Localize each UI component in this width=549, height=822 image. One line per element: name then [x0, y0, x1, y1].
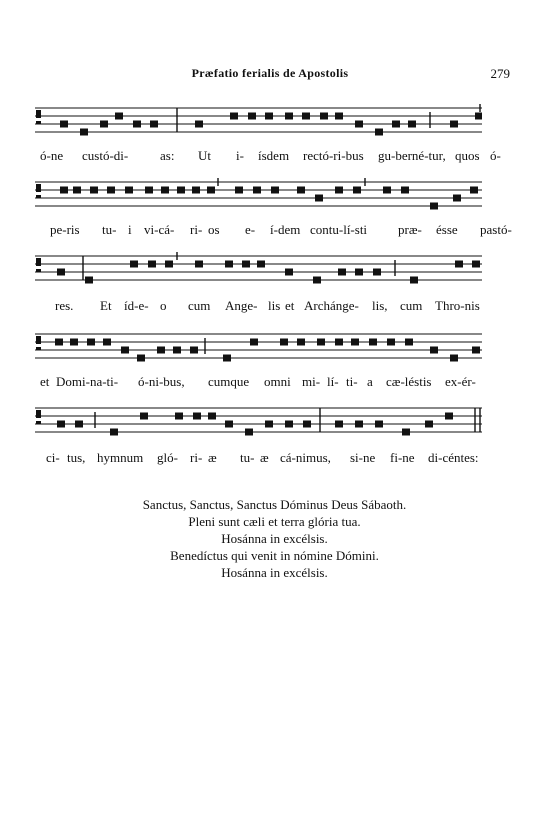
neume	[175, 413, 183, 420]
neume	[405, 339, 413, 346]
lyrics-line	[40, 450, 490, 468]
neume	[90, 187, 98, 194]
lyric-syllable: custó-di-	[82, 148, 129, 163]
neume	[192, 187, 200, 194]
lyric-syllable: vi-cá-	[144, 222, 175, 237]
neume	[450, 355, 458, 362]
neume	[145, 187, 153, 194]
text-line: Hosánna in excélsis.	[221, 531, 328, 546]
neume	[355, 421, 363, 428]
lyric-syllable: ri-	[190, 222, 203, 237]
page-number: 279	[490, 66, 510, 81]
clef-gap	[36, 192, 43, 195]
clef-gap	[36, 418, 43, 421]
neume	[302, 113, 310, 120]
lyric-syllable: et	[285, 298, 295, 313]
lyric-syllable: hymnum	[97, 450, 144, 465]
neume	[60, 187, 68, 194]
neume	[125, 187, 133, 194]
clef-gap	[36, 118, 43, 121]
neume	[133, 121, 141, 128]
lyric-syllable: pe-ris	[50, 222, 80, 237]
neume	[369, 339, 377, 346]
neume	[100, 121, 108, 128]
neume	[253, 187, 261, 194]
neume	[392, 121, 400, 128]
lyric-syllable: ísdem	[258, 148, 290, 163]
neume	[338, 269, 346, 276]
staff	[35, 178, 482, 214]
neume	[265, 113, 273, 120]
staff-system	[35, 330, 482, 366]
neume	[383, 187, 391, 194]
text-line: Benedíctus qui venit in nómine Dómini.	[170, 548, 379, 563]
lyric-syllable: di-céntes:	[428, 450, 479, 465]
neume	[315, 195, 323, 202]
neume	[60, 121, 68, 128]
lyric-syllable: res.	[55, 298, 74, 313]
staff	[35, 404, 482, 440]
neume	[248, 113, 256, 120]
lyric-syllable: ó-	[490, 148, 501, 163]
neume	[313, 277, 321, 284]
lyric-syllable: mi-	[302, 374, 321, 389]
neume	[257, 261, 265, 268]
clef-gap	[36, 344, 43, 347]
lyric-syllable: lis,	[372, 298, 388, 313]
neume	[207, 187, 215, 194]
lyric-syllable: e-	[245, 222, 256, 237]
neume	[375, 129, 383, 136]
neume	[317, 339, 325, 346]
neume	[445, 413, 453, 420]
lyric-syllable: rectó-ri-bus	[303, 148, 364, 163]
neume	[453, 195, 461, 202]
lyric-syllable: ó-ni-bus,	[138, 374, 185, 389]
lyric-syllable: os	[208, 222, 220, 237]
neume	[402, 429, 410, 436]
lyric-syllable: Thro-nis	[435, 298, 480, 313]
lyric-syllable: ri-	[190, 450, 203, 465]
neume	[195, 121, 203, 128]
page-header	[30, 66, 510, 84]
staff-system	[35, 178, 482, 214]
neume	[230, 113, 238, 120]
neume	[208, 413, 216, 420]
lyric-syllable: ci-	[46, 450, 60, 465]
lyric-syllable: ó-ne	[40, 148, 64, 163]
neume	[280, 339, 288, 346]
staff	[35, 330, 482, 366]
lyric-syllable: lí-	[327, 374, 339, 389]
neume	[450, 121, 458, 128]
neume	[271, 187, 279, 194]
lyric-syllable: cum	[400, 298, 423, 313]
neume	[103, 339, 111, 346]
clef-icon	[36, 110, 41, 124]
text-line: Sanctus, Sanctus, Sanctus Dóminus Deus Sábaoth.	[142, 497, 407, 512]
lyric-syllable: cumque	[208, 374, 250, 389]
lyrics-line	[40, 222, 512, 240]
neume	[297, 187, 305, 194]
neume	[75, 421, 83, 428]
staff-system	[35, 252, 482, 288]
neume	[195, 261, 203, 268]
neume	[410, 277, 418, 284]
lyric-syllable: i-	[236, 148, 244, 163]
clef-gap	[36, 266, 43, 269]
neume	[285, 113, 293, 120]
neume	[373, 269, 381, 276]
staff-system	[35, 104, 482, 140]
text-line: Pleni sunt cæli et terra glória tua.	[188, 514, 361, 529]
lyric-syllable: íd-e-	[124, 298, 149, 313]
neume	[297, 339, 305, 346]
lyric-syllable: cum	[188, 298, 211, 313]
lyric-syllable: gu-berné-tur,	[378, 148, 446, 163]
lyric-syllable: cá-nimus,	[280, 450, 331, 465]
neume	[177, 187, 185, 194]
lyric-syllable: i	[128, 222, 132, 237]
lyric-syllable: pastó-	[480, 222, 512, 237]
neume	[408, 121, 416, 128]
text-line: Hosánna in excélsis.	[221, 565, 328, 580]
neume	[107, 187, 115, 194]
neume	[225, 261, 233, 268]
neume	[110, 429, 118, 436]
neume	[161, 187, 169, 194]
neume	[245, 429, 253, 436]
neume	[73, 187, 81, 194]
neume	[285, 421, 293, 428]
lyric-syllable: et	[40, 374, 50, 389]
lyric-syllable: tu-	[102, 222, 117, 237]
neume	[265, 421, 273, 428]
neume	[57, 421, 65, 428]
neume	[353, 187, 361, 194]
clef-icon	[36, 410, 41, 424]
neume	[430, 203, 438, 210]
lyric-syllable: o	[160, 298, 167, 313]
neume	[335, 187, 343, 194]
lyric-syllable: Ut	[198, 148, 211, 163]
staff	[35, 104, 482, 140]
neume	[401, 187, 409, 194]
lyric-syllable: Ange-	[225, 298, 258, 313]
lyric-syllable: Domi-na-ti-	[56, 374, 119, 389]
neume	[140, 413, 148, 420]
lyric-syllable: gló-	[157, 450, 178, 465]
lyric-syllable: quos	[455, 148, 480, 163]
neume	[335, 421, 343, 428]
neume	[242, 261, 250, 268]
neume	[351, 339, 359, 346]
lyric-syllable: ex-ér-	[445, 374, 476, 389]
lyrics-line	[40, 374, 490, 392]
lyric-syllable: æ	[260, 450, 269, 465]
lyric-syllable: as:	[160, 148, 175, 163]
lyric-syllable: si-ne	[350, 450, 376, 465]
neume	[375, 421, 383, 428]
neume	[320, 113, 328, 120]
lyric-syllable: omni	[264, 374, 291, 389]
running-title: Præfatio ferialis de Apostolis	[191, 66, 349, 80]
neume	[355, 121, 363, 128]
neume	[85, 277, 93, 284]
neume	[157, 347, 165, 354]
neume	[335, 113, 343, 120]
clef-icon	[36, 336, 41, 350]
neume	[165, 261, 173, 268]
neume	[472, 261, 480, 268]
neume	[225, 421, 233, 428]
neume	[148, 261, 156, 268]
neume	[150, 121, 158, 128]
lyric-syllable: tus,	[67, 450, 86, 465]
neume	[455, 261, 463, 268]
neume	[285, 269, 293, 276]
lyric-syllable: lis	[268, 298, 281, 313]
lyrics-line	[40, 148, 501, 166]
neume	[303, 421, 311, 428]
lyric-syllable: æ	[208, 450, 217, 465]
neume	[57, 269, 65, 276]
neume	[137, 355, 145, 362]
neume	[472, 347, 480, 354]
neume	[475, 113, 482, 120]
staff-system	[35, 404, 482, 440]
lyric-syllable: ésse	[436, 222, 458, 237]
neume	[223, 355, 231, 362]
neume	[387, 339, 395, 346]
lyric-syllable: Archánge-	[304, 298, 359, 313]
lyric-syllable: fi-ne	[390, 450, 415, 465]
neume	[173, 347, 181, 354]
neume	[190, 347, 198, 354]
lyric-syllable: præ-	[398, 222, 422, 237]
neume	[121, 347, 129, 354]
neume	[470, 187, 478, 194]
lyric-syllable: Et	[100, 298, 112, 313]
lyrics-line	[40, 298, 490, 316]
neume	[80, 129, 88, 136]
lyric-syllable: í-dem	[270, 222, 301, 237]
neume	[193, 413, 201, 420]
neume	[335, 339, 343, 346]
neume	[355, 269, 363, 276]
neume	[430, 347, 438, 354]
neume	[235, 187, 243, 194]
neume	[70, 339, 78, 346]
neume	[250, 339, 258, 346]
lyric-syllable: contu-lí-sti	[310, 222, 368, 237]
sanctus-text	[0, 496, 549, 581]
lyric-syllable: cæ-léstis	[386, 374, 432, 389]
lyric-syllable: a	[367, 374, 373, 389]
clef-icon	[36, 258, 41, 272]
lyric-syllable: tu-	[240, 450, 255, 465]
neume	[115, 113, 123, 120]
clef-icon	[36, 184, 41, 198]
neume	[87, 339, 95, 346]
lyric-syllable: ti-	[346, 374, 358, 389]
neume	[425, 421, 433, 428]
staff	[35, 252, 482, 288]
neume	[55, 339, 63, 346]
neume	[130, 261, 138, 268]
